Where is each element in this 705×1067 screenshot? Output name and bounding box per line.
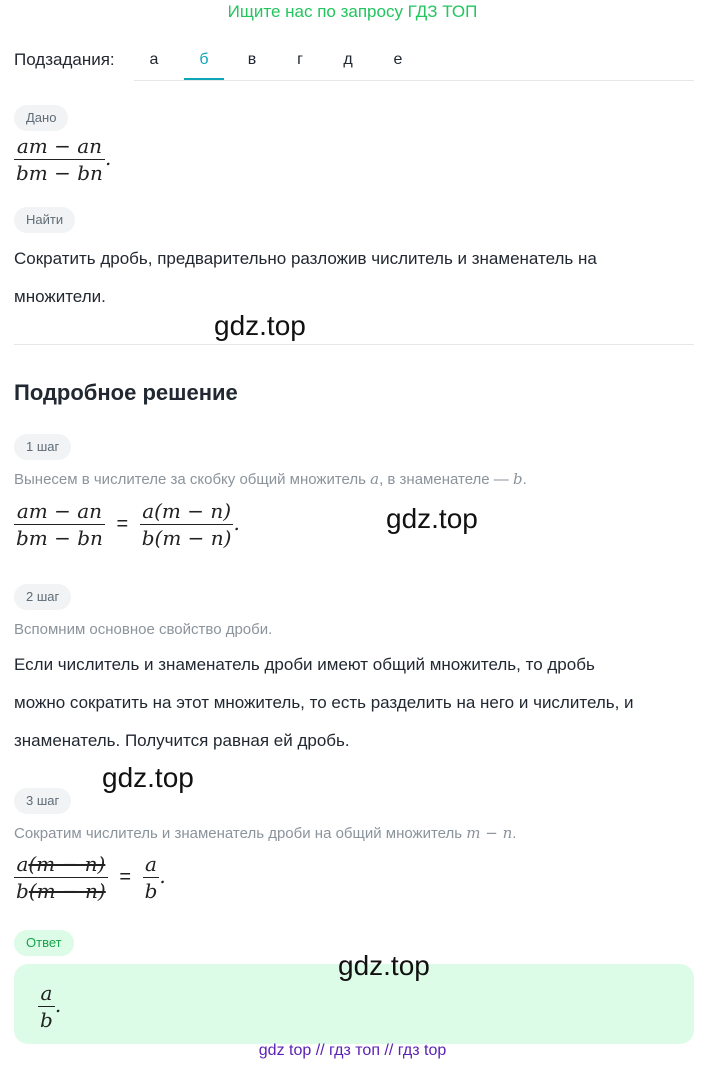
step3-lhs-den-cancelled: (m − n) [28,879,106,903]
step3-lhs-den-factor: b [16,879,29,903]
given-numerator: am − an [14,134,105,160]
step2-text [14,646,694,760]
subtask-tab-e[interactable]: е [393,51,403,68]
step1-rhs-numerator: a(m − n) [140,499,234,525]
step1-hint [14,470,527,488]
answer-numerator: a [38,981,55,1007]
step3-lhs-num-cancelled: (m − n) [28,852,106,876]
watermark: gdz.top [338,950,430,981]
step1-rhs-denominator: b(m − n) [141,526,232,550]
step3-equation [14,852,166,903]
answer-badge: Ответ [14,930,74,956]
step2-text-line1: Если числитель и знаменатель дроби имеют общий множитель, то дробь [14,655,595,674]
given-period: . [104,145,112,170]
subtasks-row [14,48,694,80]
step3-hint-text: Сократим числитель и знаменатель дроби на общий множитель [14,825,463,842]
find-text [14,240,694,316]
solution-title: Подробное решение [14,380,238,405]
step1-hint-part1: Вынесем в числителе за скобку общий множитель [14,471,366,488]
step3-hint [14,824,516,842]
given-fraction [14,134,111,185]
subtask-tab-d[interactable]: д [343,51,353,68]
step1-equals: = [116,512,129,535]
find-text-line2: множители. [14,287,106,306]
search-hint-link[interactable]: Ищите нас по запросу ГДЗ ТОП [227,2,478,21]
step1-hint-end: . [522,471,527,488]
step1-badge: 1 шаг [14,434,71,460]
step1-lhs-denominator: bm − bn [16,526,103,550]
step3-equals: = [119,865,131,888]
step2-badge: 2 шаг [14,584,71,610]
step1-hint-part2: , в знаменателе — [379,471,509,488]
given-badge: Дано [14,105,68,131]
step3-badge: 3 шаг [14,788,71,814]
step3-lhs-numerator [14,852,108,878]
step3-period: . [159,863,166,888]
subtasks-label: Подзадания: [14,50,115,69]
find-text-line1: Сократить дробь, предварительно разложив числитель и знаменатель на [14,249,597,268]
step3-rhs-numerator: a [143,852,160,878]
step1-period: . [233,510,240,535]
step2-hint: Вспомним основное свойство дроби. [14,621,273,638]
footer-links[interactable]: gdz top // гдз топ // гдз top [258,1042,447,1059]
subtask-tab-b[interactable]: б [184,48,224,80]
step3-lhs-num-factor: a [16,852,29,876]
step2-text-line2: можно сократить на этот множитель, то есть разделить на него и числитель, и [14,693,634,712]
step2-text-line3: знаменатель. Получится равная ей дробь. [14,731,350,750]
step3-hint-end: . [512,825,517,842]
subtasks-tabs [134,48,694,81]
watermark: gdz.top [214,310,306,341]
watermark: gdz.top [386,503,478,534]
subtask-tab-a[interactable]: а [149,51,159,68]
watermark: gdz.top [102,762,194,793]
step3-rhs-denominator: b [144,879,158,903]
step3-var: m − n [466,824,513,842]
find-badge: Найти [14,207,75,233]
subtask-tab-v[interactable]: в [247,51,257,68]
step1-var-a: a [370,470,380,488]
step1-var-b: b [512,470,523,488]
answer-denominator: b [40,1008,53,1032]
answer-period: . [54,992,62,1017]
step1-equation [14,499,240,550]
given-denominator: bm − bn [16,161,103,185]
step1-lhs-numerator: am − an [14,499,105,525]
divider [14,344,694,345]
subtask-tab-g[interactable]: г [297,51,303,68]
answer-fraction [38,981,61,1032]
step3-lhs-denominator [14,878,108,903]
